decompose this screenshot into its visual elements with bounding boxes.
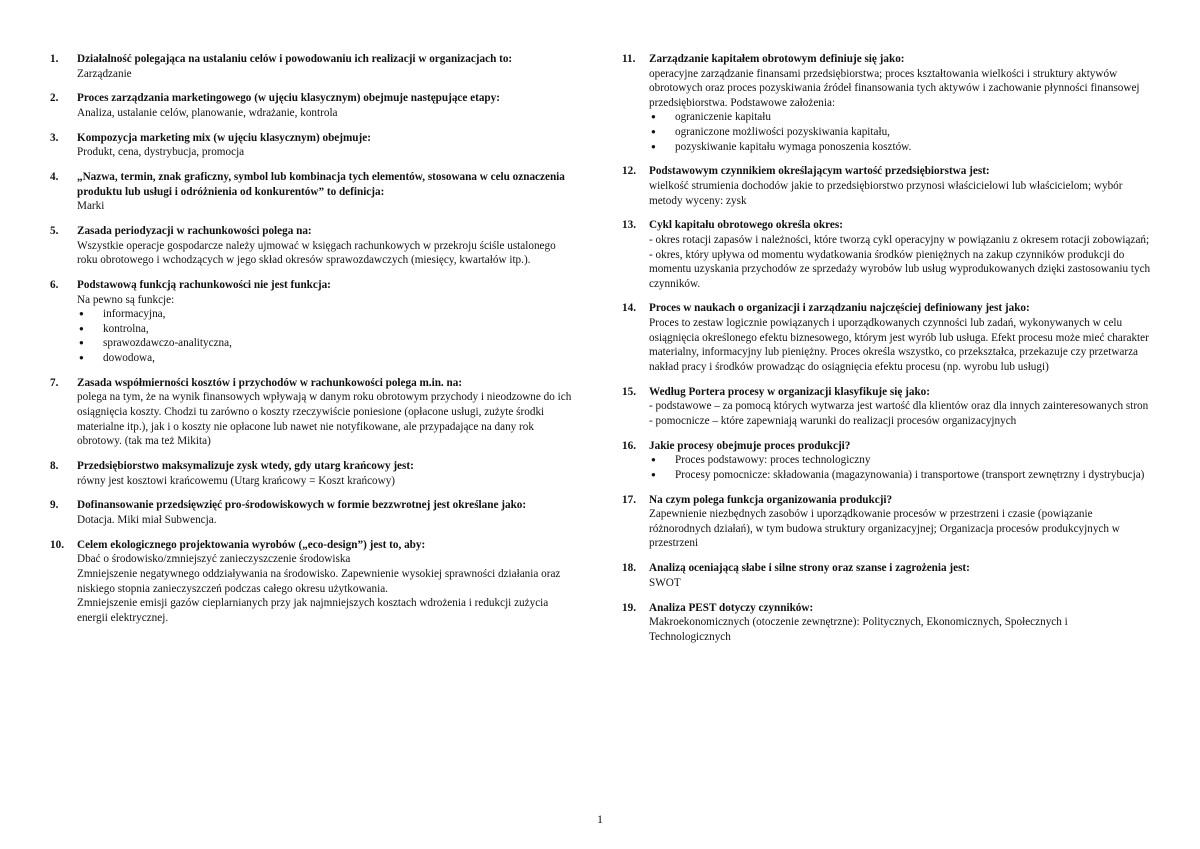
left-column [50, 52, 578, 635]
question-title: Celem ekologicznego projektowania wyrobów („eco-design”) jest to, aby: [77, 538, 426, 551]
question-number: 10. [50, 538, 64, 551]
question-item [622, 601, 1152, 645]
question-item [50, 459, 578, 488]
question-title: Analizą oceniającą słabe i silne strony oraz szanse i zagrożenia jest: [649, 562, 970, 575]
question-title: Według Portera procesy w organizacji klasyfikuje się jako: [649, 385, 931, 398]
answer-text: wielkość strumienia dochodów jakie to przedsiębiorstwo przynosi właścicielowi lub właścicielom; wybór metody wyceny: zysk [649, 179, 1123, 207]
answer-text: Dotacja. Miki miał Subwencja. [77, 513, 217, 526]
answer-text: równy jest kosztowi krańcowemu (Utarg krańcowy = Koszt krańcowy) [77, 474, 396, 487]
answer-text: - pomocnicze – które zapewniają warunki do realizacji procesów organizacyjnych [649, 414, 1017, 427]
question-number: 17. [622, 493, 636, 506]
question-title: Kompozycja marketing mix (w ujęciu klasycznym) obejmuje: [77, 131, 371, 144]
question-number: 2. [50, 92, 59, 105]
question-title: Dofinansowanie przedsięwzięć pro-środowiskowych w formie bezzwrotnej jest określane jako: [77, 499, 527, 512]
page-number: 1 [597, 812, 603, 826]
answer-text: Zarządzanie [77, 67, 132, 80]
answer-text: Na pewno są funkcje: [77, 293, 175, 306]
question-title: Zarządzanie kapitałem obrotowym definiuje się jako: [649, 53, 905, 65]
question-number: 5. [50, 225, 59, 238]
question-number: 18. [622, 562, 636, 575]
question-number: 11. [622, 53, 636, 65]
bullet-item: ● informacyjna, [77, 307, 578, 322]
question-item [622, 385, 1152, 429]
answer-text: Proces to zestaw logicznie powiązanych i uporządkowanych czynności lub zadań, wykonywanych w celu osiągnięcia określonego efektu biznesowego, którym jest wyrób lub usługa. Efekt procesu może mieć charakter materialny, informacyjny lub pieniężny. Proces określa wszystko, co przekształca, przekazuje czy przetwarza nakład pracy i środków prowadząc do osiągnięcia efektu procesu (np. wyrobu lub usługi) [649, 317, 1149, 373]
question-item [50, 538, 578, 626]
question-title: Na czym polega funkcja organizowania produkcji? [649, 493, 893, 506]
answer-text: Wszystkie operacje gospodarcze należy ujmować w księgach rachunkowych w przekroju ściśle ustalonego roku obrotowego i wchodzących w jego skład okresów sprawozdawczych (miesięcy, kwartałów itp.). [77, 239, 556, 267]
question-title: Proces w naukach o organizacji i zarządzaniu najczęściej definiowany jest jako: [649, 302, 1030, 315]
answer-text: Produkt, cena, dystrybucja, promocja [77, 146, 245, 159]
answer-text: Marki [77, 200, 105, 213]
bullet-item: ● sprawozdawczo-analityczna, [77, 336, 578, 351]
answer-text: operacyjne zarządzanie finansami przedsiębiorstwa; proces kształtowania wielkości i struktury aktywów obrotowych oraz proces pozyskiwania źródeł finansowania tych aktywów i zachowanie płynności finansowej przedsiębiorstwa. Podstawowe założenia: [649, 67, 1140, 109]
question-title: Cykl kapitału obrotowego określa okres: [649, 219, 843, 232]
bullet-item: ● kontrolna, [77, 322, 578, 337]
answer-text: Dbać o środowisko/zmniejszyć zanieczyszczenie środowiska [77, 553, 351, 566]
question-title: „Nazwa, termin, znak graficzny, symbol lub kombinacja tych elementów, stosowana w celu oznaczenia produktu lub usługi i odróżnienia od konkurentów” to definicja: [77, 171, 565, 198]
question-number: 6. [50, 279, 59, 292]
question-item [50, 278, 578, 366]
question-number: 16. [622, 439, 636, 452]
bullet-item: ● Proces podstawowy: proces technologiczny [649, 453, 1152, 468]
question-item [50, 170, 578, 214]
question-number: 3. [50, 131, 59, 144]
question-item [50, 131, 578, 160]
bullet-list [649, 453, 1152, 482]
question-number: 8. [50, 459, 59, 472]
question-title: Podstawową funkcją rachunkowości nie jest funkcja: [77, 279, 331, 292]
answer-text: Zmniejszenie negatywnego oddziaływania na środowisko. Zapewnienie wysokiej sprawności działania oraz niskiego stopnia zanieczyszczeń podczas całego okresu użytkowania. [77, 567, 561, 595]
question-number: 1. [50, 53, 59, 65]
question-item [622, 218, 1152, 291]
right-column [622, 52, 1152, 654]
question-title: Jakie procesy obejmuje proces produkcji? [649, 439, 851, 452]
bullet-item: ● Procesy pomocnicze: składowania (magazynowania) i transportowe (transport zewnętrzny i dystrybucja) [649, 468, 1152, 483]
question-item [50, 376, 578, 449]
answer-text: Analiza, ustalanie celów, planowanie, wdrażanie, kontrola [77, 106, 338, 119]
bullet-item: ● ograniczenie kapitału [649, 110, 1152, 125]
answer-text: - podstawowe – za pomocą których wytwarza jest wartość dla klientów oraz dla innych zainteresowanych stron [649, 400, 1149, 413]
question-number: 13. [622, 219, 636, 232]
question-title: Proces zarządzania marketingowego (w ujęciu klasycznym) obejmuje następujące etapy: [77, 92, 500, 105]
question-title: Działalność polegająca na ustalaniu celów i powodowaniu ich realizacji w organizacjach to: [77, 53, 513, 65]
question-number: 14. [622, 302, 636, 315]
question-item [50, 224, 578, 268]
answer-text: Makroekonomicznych (otoczenie zewnętrzne): Politycznych, Ekonomicznych, Społecznych i Technologicznych [649, 616, 1068, 643]
question-item [50, 91, 578, 120]
question-title: Zasada współmierności kosztów i przychodów w rachunkowości polega m.in. na: [77, 376, 463, 389]
question-number: 12. [622, 165, 636, 178]
answer-text: - okres, który upływa od momentu wydatkowania środków pieniężnych na zakup czynników produkcji do momentu uzyskania przychodów ze sprzedaży wyrobów lub usług wyprodukowanych dzięki zastosowaniu tych czynników. [649, 248, 1151, 290]
answer-text: polega na tym, że na wynik finansowych wpływają w danym roku obrotowym przychody i nieodzowne do ich osiągnięcia koszty. Chodzi tu zarówno o koszty rzeczywiście poniesione (opłacone usługi, zużyte środki materialne itp.), jak i o koszty nie opłacone lub nawet nie notyfikowane, ale przypadające na dany rok obrotowy. (tak ma też Mikita) [77, 391, 572, 448]
question-number: 9. [50, 499, 59, 512]
question-item [622, 561, 1152, 590]
question-title: Przedsiębiorstwo maksymalizuje zysk wtedy, gdy utarg krańcowy jest: [77, 459, 414, 472]
bullet-item: ● dowodowa, [77, 351, 578, 366]
question-item [50, 52, 578, 81]
answer-text: Zmniejszenie emisji gazów cieplarnianych przy jak najmniejszych kosztach wdrożenia i redukcji zużycia energii elektrycznej. [77, 597, 549, 624]
question-number: 7. [50, 376, 59, 389]
question-title: Podstawowym czynnikiem określającym wartość przedsiębiorstwa jest: [649, 165, 990, 178]
question-number: 15. [622, 385, 636, 398]
bullet-list [649, 110, 1152, 154]
question-item [622, 439, 1152, 483]
question-title: Zasada periodyzacji w rachunkowości polega na: [77, 225, 312, 238]
question-number: 4. [50, 171, 59, 184]
question-item [622, 301, 1152, 374]
question-item [50, 498, 578, 527]
answer-text: - okres rotacji zapasów i należności, które tworzą cykl operacyjny w powiązaniu z okresem rotacji zobowiązań; [649, 233, 1150, 246]
question-title: Analiza PEST dotyczy czynników: [649, 601, 814, 614]
bullet-list [77, 307, 578, 365]
answer-text: SWOT [649, 576, 681, 589]
question-item [622, 493, 1152, 551]
question-item [622, 52, 1152, 154]
bullet-item: ● ograniczone możliwości pozyskiwania kapitału, [649, 125, 1152, 140]
question-item [622, 164, 1152, 208]
answer-text: Zapewnienie niezbędnych zasobów i uporządkowanie procesów w przestrzeni i czasie (powiązanie różnorodnych działań), w tym budowa struktury organizacyjnej; Organizacja procesów produkcyjnych w przestrzeni [649, 508, 1120, 550]
question-number: 19. [622, 601, 636, 614]
bullet-item: ● pozyskiwanie kapitału wymaga ponoszenia kosztów. [649, 140, 1152, 155]
